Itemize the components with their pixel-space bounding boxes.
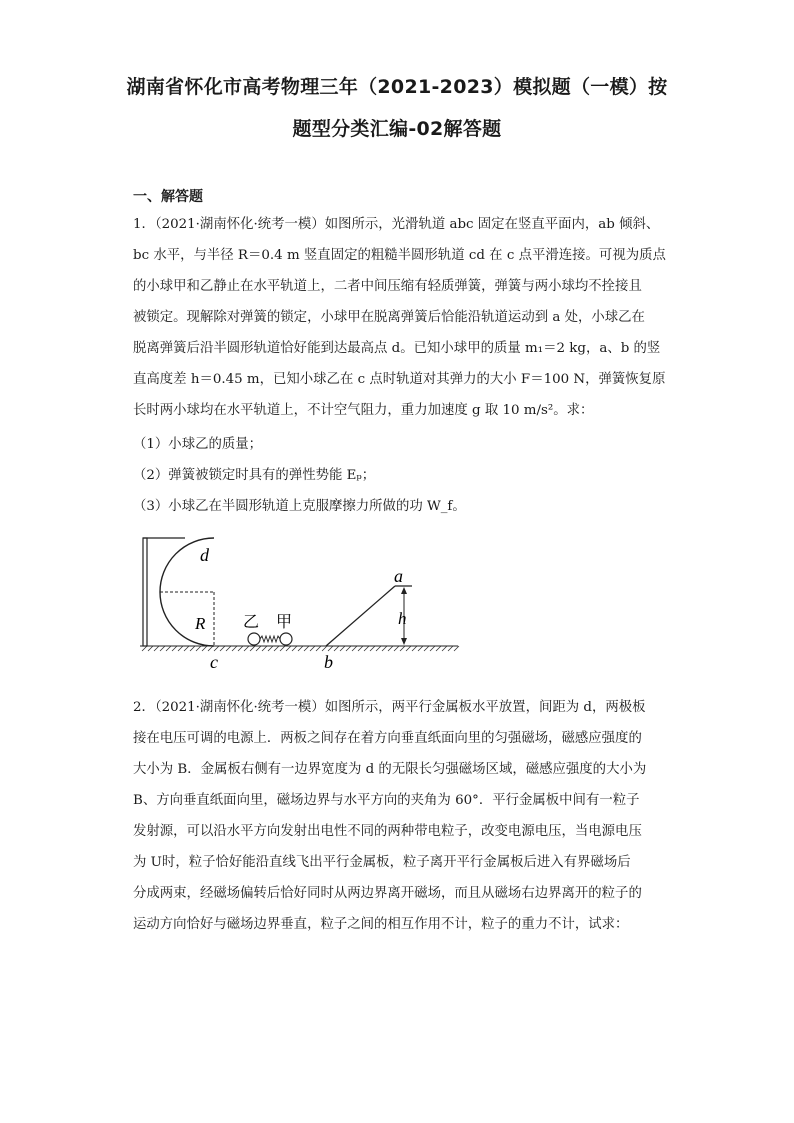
ground-hatch-mark [226, 646, 231, 651]
ground-hatch-mark [382, 646, 387, 651]
ground-hatch-mark [298, 646, 303, 651]
ground-hatch-mark [388, 646, 393, 651]
label-d: d [200, 545, 209, 565]
doc-title-line2: 题型分类汇编-02解答题 [292, 118, 502, 140]
ground-hatch-mark [292, 646, 297, 651]
ground-hatch-mark [142, 646, 147, 651]
ground-hatch-mark [172, 646, 177, 651]
label-jia: 甲 [276, 614, 293, 631]
ground-hatch-mark [268, 646, 273, 651]
q1-subquestion-2: （2）弹簧被锁定时具有的弹性势能 Eₚ； [133, 468, 376, 483]
ground-hatch-mark [454, 646, 459, 651]
q2-line-8: 运动方向恰好与磁场边界垂直，粒子之间的相互作用不计，粒子的重力不计，试求： [133, 917, 629, 932]
q2-line-3: 大小为 B．金属板右侧有一边界宽度为 d 的无限长匀强磁场区域，磁感应强度的大小为 [133, 762, 647, 777]
ground-hatch-mark [244, 646, 249, 651]
ground-hatch-mark [304, 646, 309, 651]
ground-hatch-mark [328, 646, 333, 651]
label-yi: 乙 [243, 614, 260, 631]
q1-line-1: 1．（2021·湖南怀化·统考一模）如图所示，光滑轨道 abc 固定在竖直平面内，ab 倾斜、 [133, 217, 660, 232]
ground-hatch-mark [364, 646, 369, 651]
ground-hatch-mark [256, 646, 261, 651]
ground-hatch-mark [190, 646, 195, 651]
ground-hatch-mark [178, 646, 183, 651]
label-h: h [398, 609, 407, 628]
ground-hatch-mark [196, 646, 201, 651]
ground-hatch-mark [448, 646, 453, 651]
ground-hatch-mark [436, 646, 441, 651]
q2-line-2: 接在电压可调的电源上．两板之间存在着方向垂直纸面向里的匀强磁场，磁感应强度的 [133, 731, 642, 746]
q2-line-6: 为 U时，粒子恰好能沿直线飞出平行金属板，粒子离开平行金属板后进入有界磁场后 [133, 855, 631, 870]
ground-hatch-mark [334, 646, 339, 651]
ground-hatch-mark [358, 646, 363, 651]
q2-line-5: 发射源，可以沿水平方向发射出电性不同的两种带电粒子，改变电源电压，当电源电压 [133, 824, 642, 839]
q1-line-6: 直高度差 h＝0.45 m，已知小球乙在 c 点时轨道对其弹力的大小 F＝100 N，弹簧恢复原 [133, 372, 666, 387]
label-a: a [394, 566, 403, 586]
ground-hatch-mark [418, 646, 423, 651]
ground-hatch-mark [346, 646, 351, 651]
label-b: b [324, 652, 333, 672]
ground-hatch-mark [214, 646, 219, 651]
q1-subquestion-3: （3）小球乙在半圆形轨道上克服摩擦力所做的功 W_f。 [133, 499, 466, 514]
ground-hatch-mark [316, 646, 321, 651]
q1-line-4: 被锁定。现解除对弹簧的锁定，小球甲在脱离弹簧后恰能沿轨道运动到 a 处，小球乙在 [133, 310, 645, 325]
q1-figure [140, 534, 470, 674]
ground-hatch-mark [202, 646, 207, 651]
ground-hatch-mark [238, 646, 243, 651]
q1-line-7: 长时两小球均在水平轨道上，不计空气阻力，重力加速度 g 取 10 m/s²。求： [133, 403, 594, 418]
doc-title-line1: 湖南省怀化市高考物理三年（2021-2023）模拟题（一模）按 [126, 76, 668, 98]
ground-hatch-mark [322, 646, 327, 651]
ground-hatch-mark [154, 646, 159, 651]
ground-hatch-mark [310, 646, 315, 651]
ground-hatch-mark [370, 646, 375, 651]
ground-hatch-mark [274, 646, 279, 651]
q1-line-2: bc 水平，与半径 R＝0.4 m 竖直固定的粗糙半圆形轨道 cd 在 c 点平滑连接。可视为质点 [133, 248, 666, 263]
ground-hatch-mark [286, 646, 291, 651]
ground-hatch-mark [166, 646, 171, 651]
ground-hatch-mark [394, 646, 399, 651]
ground-hatch-mark [262, 646, 267, 651]
ground-hatch-mark [412, 646, 417, 651]
ground-hatch-mark [160, 646, 165, 651]
label-c: c [210, 652, 218, 672]
ground-hatch-mark [430, 646, 435, 651]
ground-hatch-mark [232, 646, 237, 651]
ground-hatch-mark [340, 646, 345, 651]
q1-line-5: 脱离弹簧后沿半圆形轨道恰好能到达最高点 d。已知小球甲的质量 m₁＝2 kg，a、b 的竖 [133, 341, 661, 356]
q2-line-7: 分成两束，经磁场偏转后恰好同时从两边界离开磁场，而且从磁场右边界离开的粒子的 [133, 886, 642, 901]
ground-hatch-mark [424, 646, 429, 651]
ground-hatch-mark [184, 646, 189, 651]
ground-hatch-mark [208, 646, 213, 651]
q1-subquestion-1: （1）小球乙的质量； [133, 437, 263, 452]
ground-hatch-mark [352, 646, 357, 651]
ground-hatch-mark [250, 646, 255, 651]
ground-hatch-mark [280, 646, 285, 651]
q1-line-3: 的小球甲和乙静止在水平轨道上，二者中间压缩有轻质弹簧，弹簧与两小球均不拴接且 [133, 279, 642, 294]
ground-hatch-mark [442, 646, 447, 651]
q2-line-4: B、方向垂直纸面向里，磁场边界与水平方向的夹角为 60°．平行金属板中间有一粒子 [133, 793, 640, 808]
label-R: R [195, 614, 206, 633]
ground-hatch-mark [148, 646, 153, 651]
ground-hatch-mark [406, 646, 411, 651]
ground-hatch-mark [400, 646, 405, 651]
ground-hatch-mark [376, 646, 381, 651]
section-heading: 一、解答题 [133, 189, 203, 205]
ground-hatch-mark [220, 646, 225, 651]
q2-line-1: 2．（2021·湖南怀化·统考一模）如图所示，两平行金属板水平放置，间距为 d，两极板 [133, 700, 646, 715]
